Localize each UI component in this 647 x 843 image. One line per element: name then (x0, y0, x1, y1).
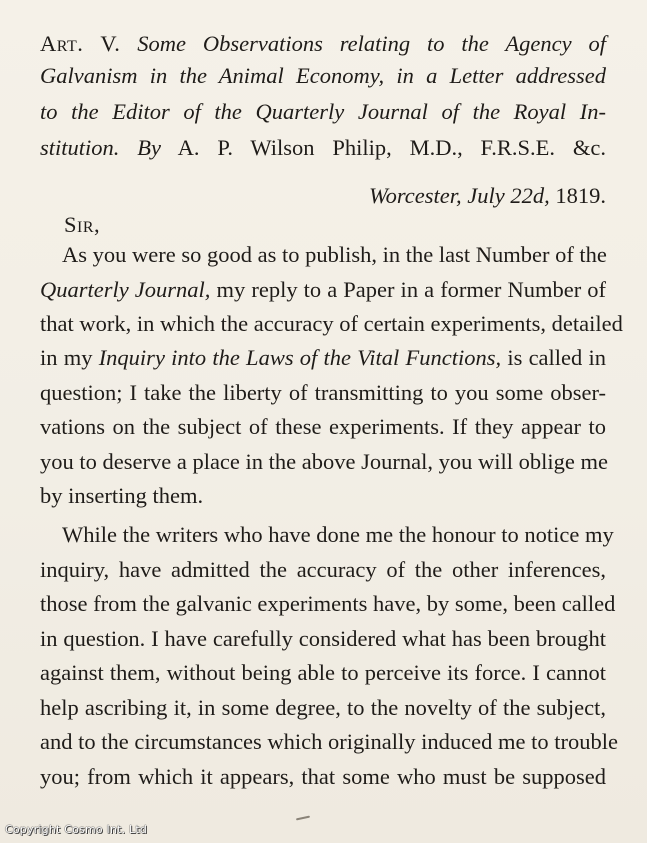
paragraph2-line-3: those from the galvanic experiments have, by some, been called (40, 591, 616, 616)
ink-mark (296, 816, 310, 821)
article-title-part: stitution. (40, 135, 120, 160)
paragraph1-line-1: As you were so good as to publish, in the last Number of the (62, 242, 607, 267)
paragraph1-line-4-post: is called in (507, 345, 606, 370)
journal-title: Quarterly Journal, (40, 277, 211, 302)
paragraph1-line-5: question; I take the liberty of transmitting to you some obser- (40, 380, 606, 405)
article-title-part: Some Observations relating to the Agency of (137, 31, 606, 56)
paragraph2-line-1: While the writers who have done me the honour to notice my (62, 522, 614, 547)
paragraph2-line-4: in question. I have carefully considered what has been brought (40, 626, 606, 651)
dateline-year: 1819. (555, 183, 606, 208)
paragraph2-line-8: you; from which it appears, that some who must be supposed (40, 764, 606, 789)
author-credit: A. P. Wilson Philip, M.D., F.R.S.E. &c. (177, 135, 606, 160)
dateline-place-date: Worcester, July 22d, (368, 183, 550, 208)
by-word: By (137, 135, 161, 160)
paragraph1-line-4 (40, 343, 606, 373)
paragraph2-line-6: help ascribing it, in some degree, to the novelty of the subject, (40, 695, 606, 720)
salutation: Sir, (64, 212, 101, 237)
paragraph1-line-3: that work, in which the accuracy of certain experiments, detailed (40, 311, 623, 336)
book-title: Inquiry into the Laws of the Vital Functions, (98, 345, 502, 370)
heading-line-1 (40, 29, 606, 59)
paragraph1-line-2-text: my reply to a Paper in a former Number of (216, 277, 607, 302)
dateline (40, 181, 606, 211)
paragraph1-line-7: you to deserve a place in the above Journal, you will oblige me (40, 449, 608, 474)
paragraph1-line-6: vations on the subject of these experiments. If they appear to (40, 414, 606, 439)
heading-line-3: to the Editor of the Quarterly Journal of the Royal In- (40, 99, 606, 124)
paragraph1-line-8: by inserting them. (40, 483, 204, 508)
paragraph2-line-2: inquiry, have admitted the accuracy of the other inferences, (40, 557, 606, 582)
heading-line-2: Galvanism in the Animal Economy, in a Letter addressed (40, 63, 606, 88)
article-number: Art. V. (40, 31, 121, 56)
paragraph1-line-2 (40, 275, 606, 305)
paragraph2-line-5: against them, without being able to perceive its force. I cannot (40, 660, 606, 685)
heading-line-4 (40, 133, 606, 163)
paragraph2-line-7: and to the circumstances which originally induced me to trouble (40, 729, 618, 754)
paragraph1-line-4-pre: in my (40, 345, 93, 370)
copyright-watermark: Copyright Cosmo Int. Ltd (5, 823, 148, 836)
